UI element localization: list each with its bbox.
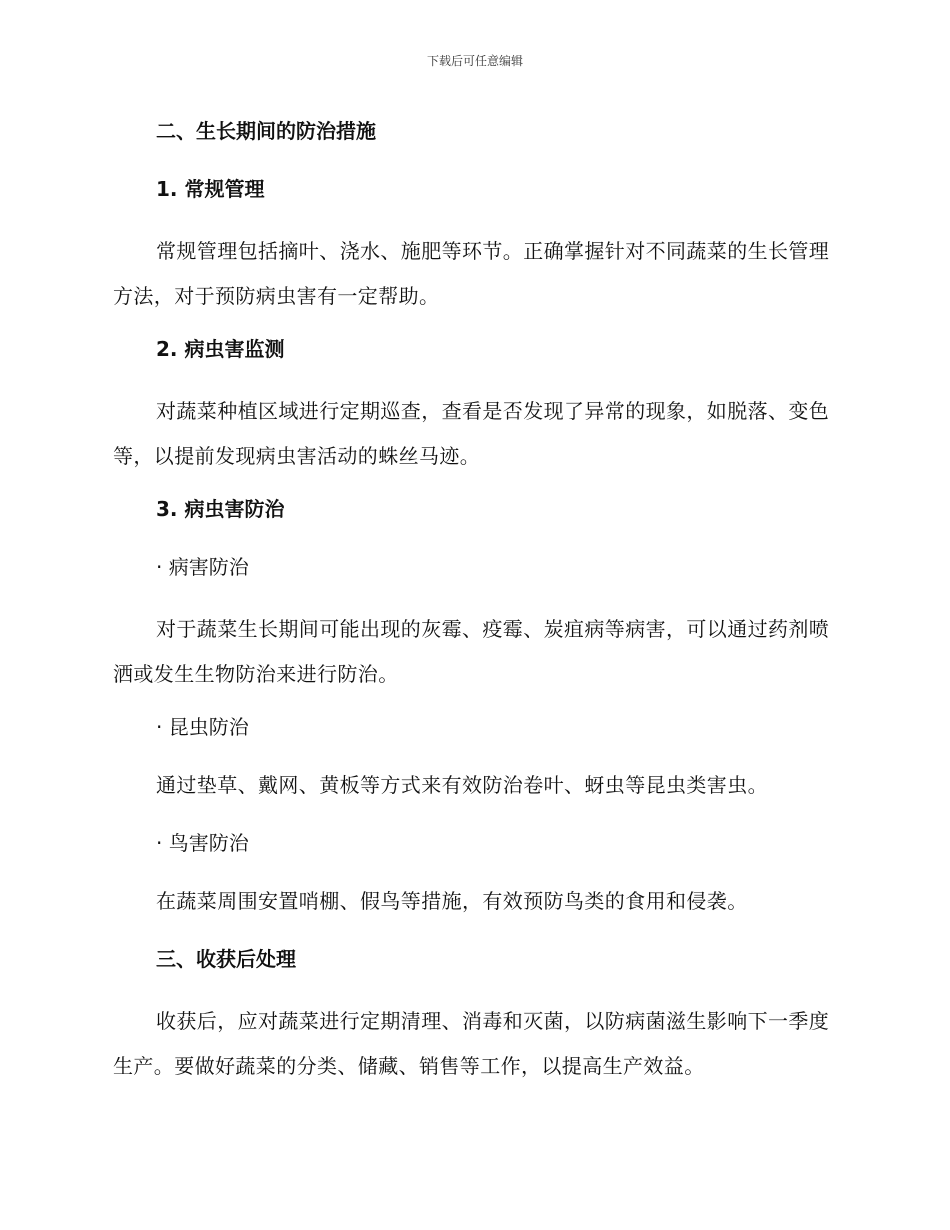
paragraph-insect-control: 通过垫草、戴网、黄板等方式来有效防治卷叶、蚜虫等昆虫类害虫。 [156,773,768,797]
document-body [113,113,837,1101]
section-heading-post-harvest: 三、收获后处理 [156,947,296,971]
paragraph-bird-control: 在蔬菜周围安置哨棚、假鸟等措施，有效预防鸟类的食用和侵袭。 [156,889,748,913]
paragraph-pest-monitoring: 对蔬菜种植区域进行定期巡查，查看是否发现了异常的现象，如脱落、变色等，以提前发现病虫害活动的蛛丝马迹。 [113,399,830,468]
subheading-pest-control: 3. 病虫害防治 [156,497,285,521]
paragraph-post-harvest: 收获后，应对蔬菜进行定期清理、消毒和灭菌，以防病菌滋生影响下一季度生产。要做好蔬菜的分类、储藏、销售等工作，以提高生产效益。 [113,1009,830,1078]
paragraph-disease-control: 对于蔬菜生长期间可能出现的灰霉、疫霉、炭疽病等病害，可以通过药剂喷洒或发生生物防治来进行防治。 [113,617,830,686]
bullet-insect-control: · 昆虫防治 [156,715,249,739]
bullet-disease-control: · 病害防治 [156,555,249,579]
bullet-bird-control: · 鸟害防治 [156,831,249,855]
subheading-routine-management: 1. 常规管理 [156,177,265,201]
subheading-pest-monitoring: 2. 病虫害监测 [156,337,285,361]
section-heading-growth-period: 二、生长期间的防治措施 [156,119,376,143]
paragraph-routine-management: 常规管理包括摘叶、浇水、施肥等环节。正确掌握针对不同蔬菜的生长管理方法，对于预防病虫害有一定帮助。 [113,239,830,308]
page-header: 下载后可任意编辑 [426,54,523,68]
